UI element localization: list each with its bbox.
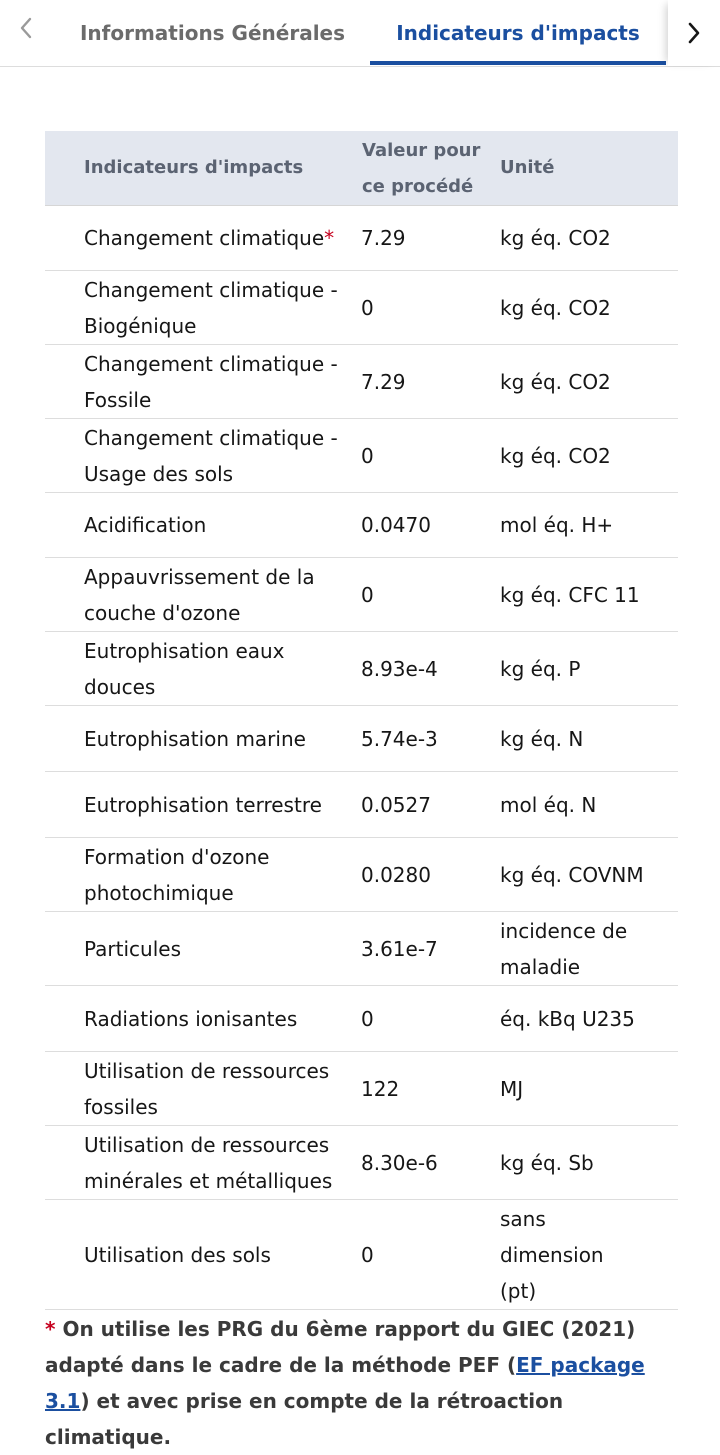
unit-cell: kg éq. COVNM [500, 862, 644, 887]
unit-cell: éq. kBq U235 [500, 1006, 635, 1031]
value-cell: 8.30e-6 [361, 1150, 438, 1175]
value-cell: 0.0527 [361, 792, 431, 817]
value-cell: 7.29 [361, 226, 406, 250]
value-cell: 5.74e-3 [361, 726, 438, 751]
chevron-right-icon [686, 21, 702, 45]
value-cell: 122 [361, 1076, 400, 1101]
unit-cell: kg éq. Sb [500, 1150, 594, 1175]
indicator-cell: Radiations ionisantes [84, 1006, 298, 1031]
indicator-cell: Eutrophisation eaux douces [84, 638, 285, 699]
unit-cell: incidence de maladie [500, 918, 628, 979]
value-cell: 8.93e-4 [361, 656, 438, 681]
unit-cell: mol éq. H+ [500, 513, 614, 537]
table-row [45, 271, 678, 345]
unit-cell: kg éq. CO2 [500, 295, 611, 320]
tab-label: Indicateurs d'impacts [396, 21, 640, 45]
table-row [45, 493, 678, 558]
impacts-table [45, 131, 678, 1310]
table-row [45, 632, 678, 706]
ef-package-link[interactable]: EF package 3.1 [45, 1353, 645, 1413]
unit-cell: sans dimension (pt) [500, 1206, 604, 1303]
scroll-left-button[interactable] [0, 0, 52, 56]
tab-label: Informations Générales [79, 21, 346, 45]
indicator-cell: Appauvrissement de la couche d'ozone [84, 564, 315, 625]
active-tab-indicator [370, 61, 666, 65]
table-row [45, 838, 678, 912]
footnote-text-after: ) et avec prise en compte de la rétroaction climatique. [45, 1389, 564, 1449]
value-cell: 0 [361, 1006, 374, 1031]
table-row [45, 345, 678, 419]
unit-cell: kg éq. N [500, 726, 584, 751]
table-row [45, 986, 678, 1052]
unit-cell: kg éq. CO2 [500, 443, 611, 468]
header-unit: Unité [500, 157, 555, 178]
footnote-asterisk: * [45, 1317, 56, 1341]
table-row [45, 1052, 678, 1126]
header-indicator: Indicateurs d'impacts [84, 157, 304, 178]
indicator-cell: Changement climatique - Usage des sols [84, 425, 338, 486]
indicator-cell: Formation d'ozone photochimique [84, 844, 270, 905]
table-row [45, 1126, 678, 1200]
value-cell: 3.61e-7 [361, 936, 438, 961]
table-row [45, 1200, 678, 1310]
value-cell: 0.0280 [361, 862, 431, 887]
indicator-cell: Eutrophisation marine [84, 726, 306, 751]
unit-cell: MJ [500, 1076, 524, 1101]
footnote-text-before: On utilise les PRG du 6ème rapport du GIEC (2021) adapté dans le cadre de la méthode PEF ( [45, 1317, 636, 1377]
indicator-cell: Eutrophisation terrestre [84, 792, 322, 817]
indicator-cell: Changement climatique* [84, 226, 335, 250]
unit-cell: kg éq. CFC 11 [500, 582, 640, 607]
indicator-cell: Particules [84, 936, 181, 961]
unit-cell: kg éq. CO2 [500, 369, 611, 394]
table-header [45, 131, 678, 206]
value-cell: 0 [361, 582, 374, 607]
tab-indicateurs-impacts[interactable] [370, 0, 666, 66]
chevron-left-icon [18, 16, 34, 40]
table-row [45, 419, 678, 493]
unit-cell: kg éq. P [500, 656, 581, 681]
table-row [45, 772, 678, 838]
value-cell: 0 [361, 443, 374, 468]
value-cell: 0.0470 [361, 513, 431, 537]
header-value-line1: Valeur pour [362, 140, 481, 161]
tab-informations-generales[interactable] [60, 0, 365, 66]
value-cell: 7.29 [361, 369, 406, 394]
scroll-right-button[interactable] [668, 0, 720, 66]
table-row [45, 912, 678, 986]
indicator-cell: Changement climatique - Fossile [84, 351, 338, 412]
value-cell: 0 [361, 295, 374, 320]
table-row [45, 206, 678, 271]
unit-cell: kg éq. CO2 [500, 226, 611, 250]
asterisk-marker: * [324, 226, 335, 250]
indicator-cell: Utilisation de ressources fossiles [84, 1058, 330, 1119]
header-value-line2: ce procédé [362, 176, 474, 197]
tab-bar [0, 0, 720, 67]
value-cell: 0 [361, 1242, 374, 1267]
unit-cell: mol éq. N [500, 792, 597, 817]
footnote [45, 1311, 685, 1455]
indicator-cell: Utilisation des sols [84, 1242, 271, 1267]
indicator-cell: Changement climatique - Biogénique [84, 277, 338, 338]
indicator-cell: Acidification [84, 513, 207, 537]
indicator-cell: Utilisation de ressources minérales et métalliques [84, 1132, 333, 1193]
table-row [45, 558, 678, 632]
table-row [45, 706, 678, 772]
